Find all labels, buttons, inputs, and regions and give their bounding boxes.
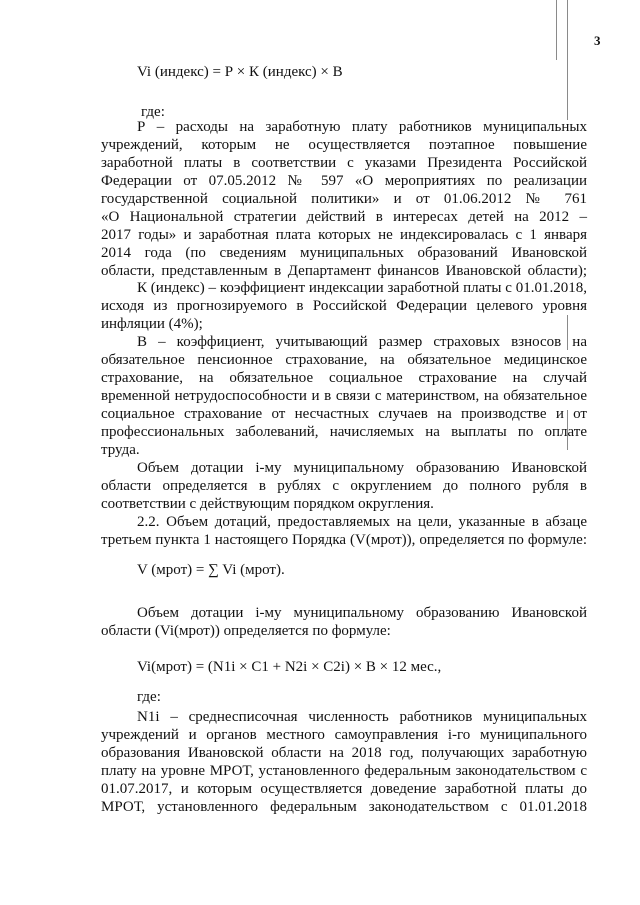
section-2-2-line: третьем пункта 1 настоящего Порядка (V(мрот)), определяется по формуле: <box>101 532 587 548</box>
p-definition-line: заработной платы в соответствии с указами Президента Российской <box>101 155 587 171</box>
formula-vi-index: Vi (индекс) = Р × К (индекс) × В <box>137 64 343 80</box>
n-definition-line: N1i – среднесписочная численность работников муниципальных <box>137 709 587 725</box>
volume-paragraph-line: области определяется в рублях с округлением до полного рубля в <box>101 478 587 494</box>
where-label: где: <box>137 689 161 705</box>
p-definition-line: Федерации от 07.05.2012 № 597 «О мероприятиях по реализации <box>101 173 587 189</box>
p-definition-line: «О Национальной стратегии действий в интересах детей на 2012 – <box>101 209 587 225</box>
b-definition-line: труда. <box>101 442 140 458</box>
p-definition-line: 2017 годы» и заработная плата которых не индексировалась с 1 января <box>101 227 587 243</box>
n-definition-line: плату на уровне МРОТ, установленного федеральным законодательством с <box>101 763 587 779</box>
b-definition-line: профессиональных заболеваний, начисляемых на выплаты по оплате <box>101 424 587 440</box>
b-definition-line: временной нетрудоспособности и в связи с материнством, на обязательное <box>101 388 587 404</box>
volume-paragraph-line: Объем дотации i-му муниципальному образованию Ивановской <box>137 460 587 476</box>
p-definition-line: 2014 года (по сведениям муниципальных образований Ивановской <box>101 245 587 261</box>
p-definition-line: государственной социальной политики» и от 01.06.2012 № 761 <box>101 191 587 207</box>
volume-paragraph-2-line: области (Vi(мрот)) определяется по формуле: <box>101 623 391 639</box>
volume-paragraph-line: соответствии с действующим порядком округления. <box>101 496 434 512</box>
n-definition-line: учреждений и органов местного самоуправления i-го муниципального <box>101 727 587 743</box>
where-label: где: <box>141 104 165 120</box>
b-definition-line: В – коэффициент, учитывающий размер страховых взносов на <box>137 334 587 350</box>
k-definition-line: исходя из прогнозируемого в Российской Федерации целевого уровня <box>101 298 587 314</box>
section-2-2-line: 2.2. Объем дотаций, предоставляемых на цели, указанные в абзаце <box>137 514 587 530</box>
n-definition-line: 01.07.2017, и которым осуществляется доведение заработной платы до <box>101 781 587 797</box>
b-definition-line: страхование, на обязательное социальное страхование на случай <box>101 370 587 386</box>
b-definition-line: обязательное пенсионное страхование, на обязательное медицинское <box>101 352 587 368</box>
p-definition-line: области, представленным в Департамент финансов Ивановской области); <box>101 263 587 279</box>
k-definition-line: инфляции (4%); <box>101 316 203 332</box>
formula-v-mrot-sum: V (мрот) = ∑ Vi (мрот). <box>137 562 285 578</box>
n-definition-line: МРОТ, установленного федеральным законодательством с 01.01.2018 <box>101 799 587 815</box>
k-definition-line: К (индекс) – коэффициент индексации заработной платы с 01.01.2018, <box>137 280 587 296</box>
n-definition-line: образования Ивановской области на 2018 год, получающих заработную <box>101 745 587 761</box>
b-definition-line: социальное страхование от несчастных случаев на производстве и от <box>101 406 587 422</box>
page-number: 3 <box>594 33 601 48</box>
scan-artifact-line <box>567 0 568 120</box>
p-definition-line: Р – расходы на заработную плату работников муниципальных <box>137 119 587 135</box>
volume-paragraph-2-line: Объем дотации i-му муниципальному образованию Ивановской <box>137 605 587 621</box>
scan-artifact-line <box>556 0 557 60</box>
formula-vi-mrot: Vi(мрот) = (N1i × C1 + N2i × C2i) × В × 12 мес., <box>137 659 442 675</box>
p-definition-line: учреждений, которым не осуществляется поэтапное повышение <box>101 137 587 153</box>
